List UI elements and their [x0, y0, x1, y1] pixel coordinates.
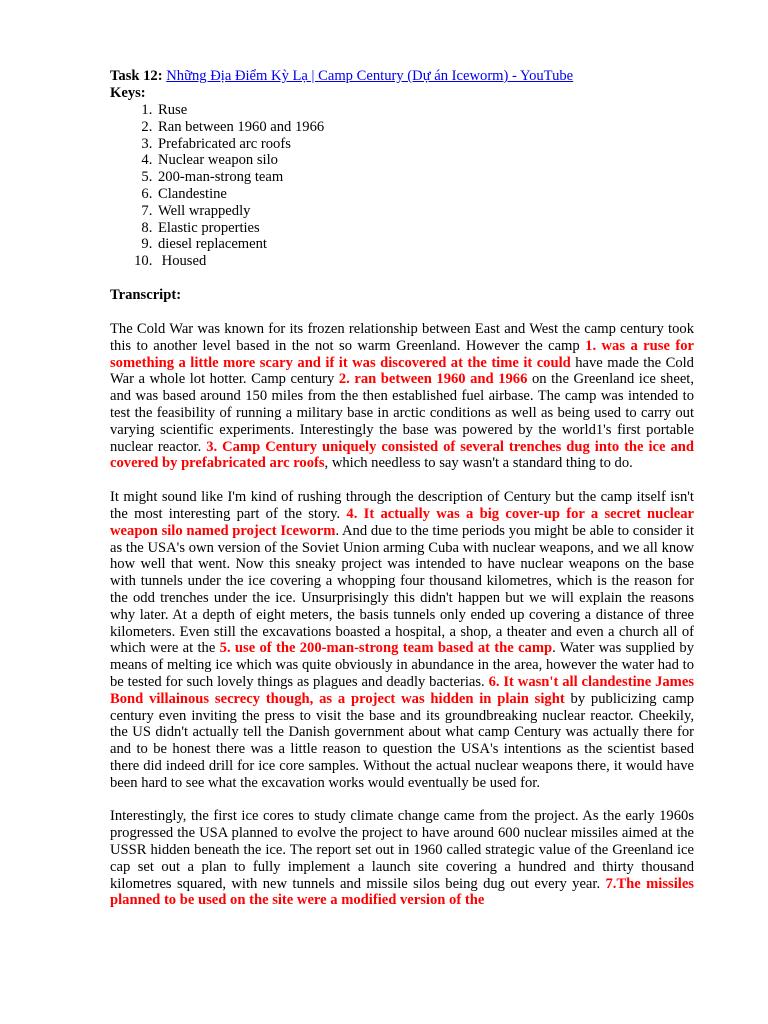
key-item: 2. Ran between 1960 and 1966 [156, 119, 694, 136]
key-item: 4. Nuclear weapon silo [156, 152, 694, 169]
highlighted-answer-7: 7.The missiles planned to be used on the site were a modified version of the [110, 875, 694, 909]
highlighted-answer-1: 1. was a ruse for something a little more scary and if it was discovered at the time it could [110, 337, 694, 371]
key-item: 3. Prefabricated arc roofs [156, 136, 694, 153]
paragraph-text: It might sound like I'm kind of rushing through the description of Century but the camp itself isn't the most interesting part of the story. [110, 489, 694, 522]
highlighted-answer-3: 3. Camp Century uniquely consisted of several trenches dug into the ice and covered by prefabricated arc roofs [110, 438, 694, 472]
keys-title: Keys: [110, 85, 146, 101]
paragraph-text: The Cold War was known for its frozen relationship between East and West the camp century took this to another level based in the not so warm Greenland. However the camp [110, 320, 694, 354]
transcript-paragraph-1 [110, 321, 694, 472]
key-item: 9. diesel replacement [156, 236, 694, 253]
youtube-video-link[interactable]: Những Địa Điểm Kỳ Lạ | Camp Century (Dự án Iceworm) - YouTube [166, 68, 574, 84]
transcript-title: Transcript: [110, 286, 182, 303]
highlighted-answer-4: 4. It actually was a big cover-up for a secret nuclear weapon silo named project Iceworm [110, 505, 694, 539]
task-heading [110, 68, 694, 85]
paragraph-text: , which needless to say wasn't a standard thing to do. [324, 455, 633, 472]
paragraph-text: . Water was supplied by means of melting ice which was quite obviously in abundance in the area, however the water had to be tested for such lovely things as plagues and deadly bacterias. [110, 640, 694, 690]
key-item: 1. Ruse [156, 102, 694, 119]
transcript-paragraph-2 [110, 489, 694, 791]
key-item: 7. Well wrappedly [156, 203, 694, 220]
paragraph-text: . And due to the time periods you might be able to consider it as the USA's own version of the Soviet Union arming Cuba with nuclear weapons, and we all know how well that went. Now this sneaky project was intended to have nuclear weapons on the base with tunnels under the ice covering a whopping four thousand kilometres, which is the reason for the odd trenches under the ice. Unsurprisingly this didn't happen but we will explain the reasons why later. At a depth of eight meters, the basis tunnels only ended up covering a distance of three kilometers. Even still the excavations boasted a hospital, a shop, a theater and even a church all of which were at the [110, 522, 695, 657]
task-label: Task 12: [110, 68, 163, 84]
paragraph-text: Interestingly, the first ice cores to study climate change came from the project. As the early 1960s progressed the USA planned to evolve the project to have around 600 nuclear missiles aimed at the USSR hidden beneath the ice. The report set out in 1960 called strategic value of the Greenland ice cap set out a plan to fully implement a launch site covering a hundred and thirty thousand kilometres squared, with new tunnels and missile silos being dug out every year. [110, 808, 694, 892]
transcript-paragraph-3 [110, 808, 694, 909]
key-item: 8. Elastic properties [156, 220, 694, 237]
keys-list [110, 102, 694, 270]
key-item: 10. Housed [156, 253, 694, 270]
paragraph-text: by publicizing camp century even inviting the press to visit the base and its groundbreaking nuclear reactor. Cheekily, the US didn't actually tell the Danish government about what camp Century was actually there for and to be honest there was a little reason to question the USA's intentions as the scientist based there did indeed drill for ice core samples. Without the actual nuclear weapons there, it would have been hard to see what the excavation works would eventually be used for. [110, 690, 694, 791]
highlighted-answer-5: 5. use of the 200-man-strong team based at the camp [219, 640, 553, 657]
paragraph-text: have made the Cold War a whole lot hotter. Camp century [110, 354, 694, 388]
key-item: 5. 200-man-strong team [156, 169, 694, 186]
document-page [110, 68, 694, 909]
key-item: 6. Clandestine [156, 186, 694, 203]
paragraph-text: on the Greenland ice sheet, and was based around 150 miles from the then established fuel airbase. The camp was intended to test the feasibility of running a military base in arctic conditions as well as being used to carry out varying scientific experiments. Interestingly the base was powered by the world1's first portable nuclear reactor. [110, 371, 694, 455]
highlighted-answer-2: 2. ran between 1960 and 1966 [338, 371, 528, 388]
highlighted-answer-6: 6. It wasn't all clandestine James Bond villainous secrecy though, as a project was hidden in plain sight [110, 673, 694, 707]
